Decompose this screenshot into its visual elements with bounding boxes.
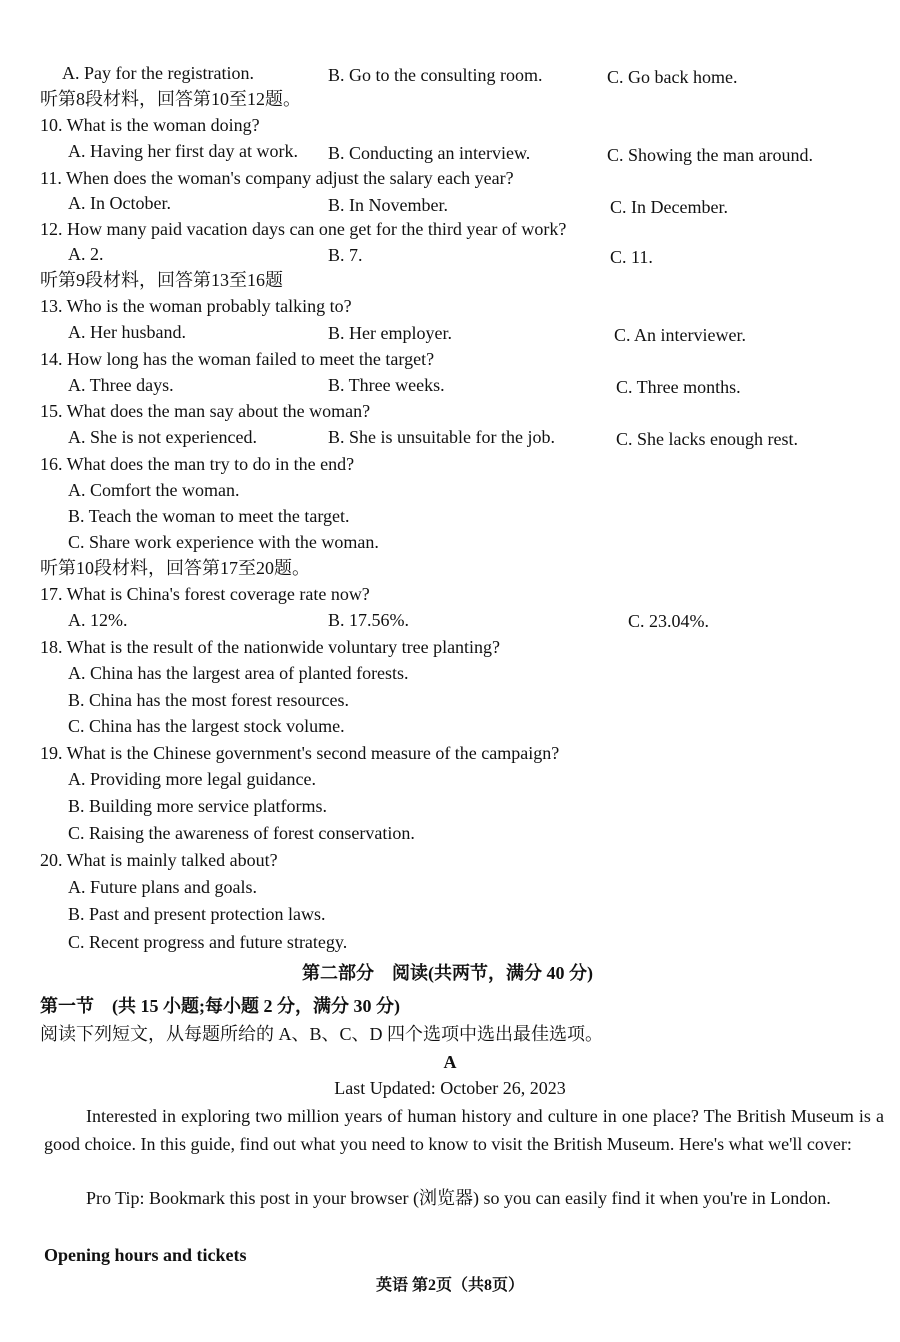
part2-title: 第二部分 阅读(共两节，满分 40 分)	[302, 963, 593, 983]
q19-option-a: A. Providing more legal guidance.	[68, 769, 316, 789]
q20-option-c: C. Recent progress and future strategy.	[68, 932, 348, 952]
q15-option-c: C. She lacks enough rest.	[616, 429, 798, 449]
q19-stem: 19. What is the Chinese government's second measure of the campaign?	[40, 743, 560, 763]
q17-stem: 17. What is China's forest coverage rate now?	[40, 584, 370, 604]
q10-option-c: C. Showing the man around.	[607, 145, 813, 165]
passage-paragraph-1: Interested in exploring two million years of human history and culture in one place? The British Museum is a good choice. In this guide, find out what you need to know to visit the British Museum. Here's what we'll cover:	[44, 1106, 884, 1154]
q12-option-a: A. 2.	[68, 244, 104, 264]
q13-option-b: B. Her employer.	[328, 323, 452, 343]
q12-option-c: C. 11.	[610, 247, 653, 267]
page-footer: 英语 第2页（共8页）	[375, 1277, 524, 1294]
q9-option-a: A. Pay for the registration.	[62, 63, 254, 83]
q15-stem: 15. What does the man say about the woman?	[40, 401, 371, 421]
q18-option-b: B. China has the most forest resources.	[68, 690, 349, 710]
q11-option-a: A. In October.	[68, 193, 171, 213]
q13-option-c: C. An interviewer.	[614, 325, 746, 345]
section8-header: 听第8段材料，回答第10至12题。	[40, 89, 301, 109]
q16-stem: 16. What does the man try to do in the end?	[40, 454, 355, 474]
passage-letter: A	[443, 1052, 457, 1072]
q13-stem: 13. Who is the woman probably talking to?	[40, 296, 352, 316]
section10-header: 听第10段材料，回答第17至20题。	[40, 558, 310, 578]
section1-title: 第一节 (共 15 小题;每小题 2 分，满分 30 分)	[40, 996, 400, 1016]
section9-header: 听第9段材料，回答第13至16题	[40, 270, 283, 290]
q14-stem: 14. How long has the woman failed to meet the target?	[40, 349, 435, 369]
q18-option-c: C. China has the largest stock volume.	[68, 716, 345, 736]
subheading-opening-hours: Opening hours and tickets	[44, 1245, 247, 1265]
q20-stem: 20. What is mainly talked about?	[40, 850, 278, 870]
q11-stem: 11. When does the woman's company adjust the salary each year?	[40, 168, 514, 188]
q18-option-a: A. China has the largest area of planted forests.	[68, 663, 409, 683]
q12-stem: 12. How many paid vacation days can one get for the third year of work?	[40, 219, 567, 239]
q14-option-c: C. Three months.	[616, 377, 741, 397]
q11-option-b: B. In November.	[328, 195, 448, 215]
q16-option-c: C. Share work experience with the woman.	[68, 532, 379, 552]
q9-option-c: C. Go back home.	[607, 67, 738, 87]
q10-option-a: A. Having her first day at work.	[68, 141, 298, 161]
q15-option-b: B. She is unsuitable for the job.	[328, 427, 555, 447]
q17-option-c: C. 23.04%.	[628, 611, 709, 631]
q19-option-c: C. Raising the awareness of forest conservation.	[68, 823, 415, 843]
q20-option-b: B. Past and present protection laws.	[68, 904, 326, 924]
q20-option-a: A. Future plans and goals.	[68, 877, 257, 897]
q16-option-b: B. Teach the woman to meet the target.	[68, 506, 350, 526]
q10-option-b: B. Conducting an interview.	[328, 143, 531, 163]
q12-option-b: B. 7.	[328, 245, 363, 265]
q14-option-b: B. Three weeks.	[328, 375, 445, 395]
q16-option-a: A. Comfort the woman.	[68, 480, 240, 500]
q18-stem: 18. What is the result of the nationwide voluntary tree planting?	[40, 637, 501, 657]
last-updated: Last Updated: October 26, 2023	[334, 1078, 566, 1098]
q13-option-a: A. Her husband.	[68, 322, 186, 342]
q17-option-a: A. 12%.	[68, 610, 128, 630]
passage-paragraph-2: Pro Tip: Bookmark this post in your browser (浏览器) so you can easily find it when you're in London.	[86, 1188, 831, 1208]
q19-option-b: B. Building more service platforms.	[68, 796, 327, 816]
q17-option-b: B. 17.56%.	[328, 610, 409, 630]
q15-option-a: A. She is not experienced.	[68, 427, 257, 447]
q9-option-b: B. Go to the consulting room.	[328, 65, 543, 85]
q11-option-c: C. In December.	[610, 197, 728, 217]
reading-instructions: 阅读下列短文，从每题所给的 A、B、C、D 四个选项中选出最佳选项。	[40, 1024, 604, 1044]
q14-option-a: A. Three days.	[68, 375, 174, 395]
q10-stem: 10. What is the woman doing?	[40, 115, 260, 135]
